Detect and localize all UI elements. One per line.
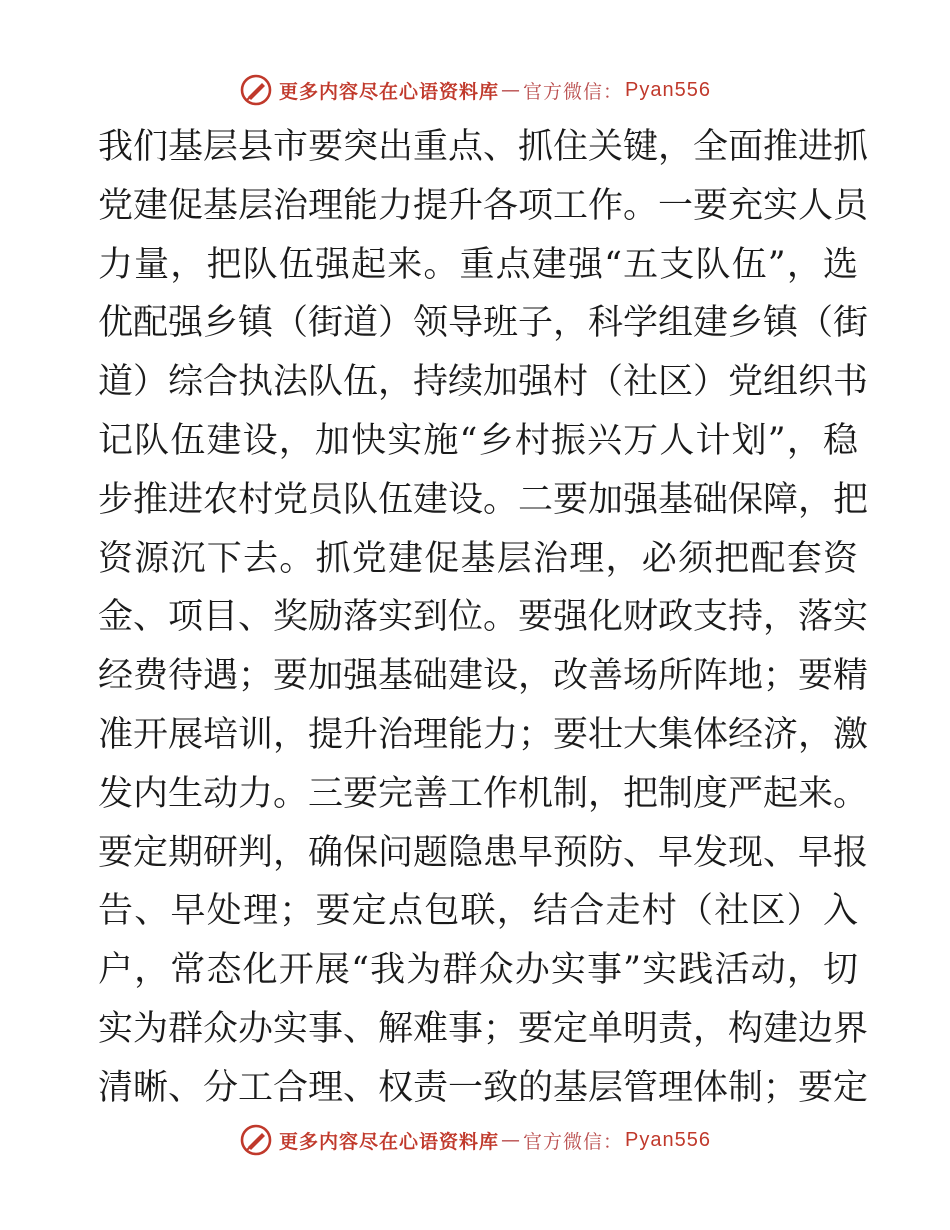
watermark-site-text: 更多内容尽在心语资料库 <box>279 80 500 103</box>
body-line: 道）综合执法队伍，持续加强村（社区）党组织书 <box>98 362 869 403</box>
watermark-sub-text: 官方微信： <box>523 1130 624 1153</box>
body-line: 清晰、分工合理、权责一致的基层管理体制；要定 <box>98 1067 869 1108</box>
footer-watermark <box>0 1120 950 1160</box>
watermark-wechat-id: Pyan556 <box>625 1128 711 1151</box>
watermark-sub-text: 官方微信： <box>523 80 624 103</box>
document-body <box>98 118 869 1118</box>
header-watermark <box>0 70 950 110</box>
body-line: 户，常态化开展“我为群众办实事”实践活动，切 <box>98 950 858 991</box>
body-line: 经费待遇；要加强基础建设，改善场所阵地；要精 <box>98 656 869 697</box>
body-line: 我们基层县市要突出重点、抓住关键，全面推进抓 <box>98 127 869 167</box>
watermark-separator: — <box>501 79 522 101</box>
body-line: 步推进农村党员队伍建设。二要加强基础保障，把 <box>98 479 869 520</box>
quill-logo-icon <box>239 1123 273 1157</box>
watermark-site-text: 更多内容尽在心语资料库 <box>279 1130 500 1153</box>
body-line: 优配强乡镇（街道）领导班子，科学组建乡镇（街 <box>98 303 869 344</box>
body-line: 党建促基层治理能力提升各项工作。一要充实人员 <box>98 185 869 226</box>
watermark-wechat-id: Pyan556 <box>625 78 711 101</box>
body-line: 金、项目、奖励落实到位。要强化财政支持，落实 <box>98 597 869 638</box>
body-line: 发内生动力。三要完善工作机制，把制度严起来。 <box>98 773 869 814</box>
body-line: 实为群众办实事、解难事；要定单明责，构建边界 <box>98 1008 869 1049</box>
body-line: 告、早处理；要定点包联，结合走村（社区）入 <box>98 891 858 932</box>
body-line: 准开展培训，提升治理能力；要壮大集体经济，激 <box>98 714 869 755</box>
body-line: 资源沉下去。抓党建促基层治理，必须把配套资 <box>98 538 858 579</box>
body-line: 力量，把队伍强起来。重点建强“五支队伍”，选 <box>98 244 858 285</box>
body-line: 要定期研判，确保问题隐患早预防、早发现、早报 <box>98 832 869 873</box>
quill-logo-icon <box>239 73 273 107</box>
watermark-separator: — <box>501 1129 522 1151</box>
body-line: 记队伍建设，加快实施“乡村振兴万人计划”，稳 <box>98 420 858 461</box>
